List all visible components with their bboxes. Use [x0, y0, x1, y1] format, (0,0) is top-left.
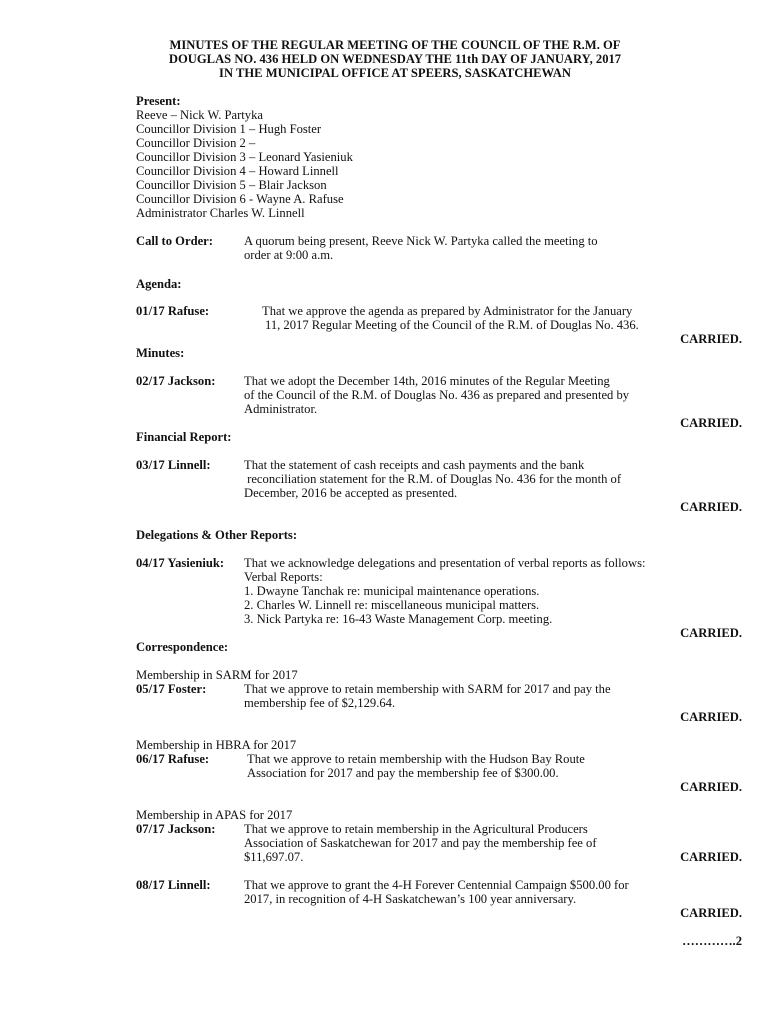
document-title [120, 38, 670, 80]
present-heading: Present: [136, 94, 181, 108]
correspondence-heading: Correspondence: [136, 640, 229, 654]
apas-motion-line: $11,697.07. [244, 850, 304, 864]
sarm-subheading: Membership in SARM for 2017 [136, 668, 298, 682]
delegations-motion-label: 04/17 Yasieniuk: [136, 556, 225, 570]
minutes-heading: Minutes: [136, 346, 185, 360]
delegations-motion-line: 3. Nick Partyka re: 16-43 Waste Management Corp. meeting. [244, 612, 553, 626]
apas-motion-line: That we approve to retain membership in the Agricultural Producers [244, 822, 588, 836]
financial-heading: Financial Report: [136, 430, 232, 444]
hbra-motion-line: That we approve to retain membership with the Hudson Bay Route [247, 752, 585, 766]
hbra-motion-text [247, 752, 585, 780]
delegations-motion-line: 2. Charles W. Linnell re: miscellaneous municipal matters. [244, 598, 540, 612]
call-to-order-line: A quorum being present, Reeve Nick W. Partyka called the meeting to [244, 234, 598, 248]
hbra-motion-label: 06/17 Rafuse: [136, 752, 210, 766]
present-member: Councillor Division 4 – Howard Linnell [136, 164, 339, 178]
present-member: Councillor Division 2 – [136, 136, 256, 150]
hbra-result: CARRIED. [680, 780, 742, 794]
apas-motion-line: Association of Saskatchewan for 2017 and pay the membership fee of [244, 836, 597, 850]
delegations-motion-line: Verbal Reports: [244, 570, 323, 584]
call-to-order-line: order at 9:00 a.m. [244, 248, 334, 262]
delegations-motion-line: That we acknowledge delegations and presentation of verbal reports as follows: [244, 556, 646, 570]
hbra-subheading: Membership in HBRA for 2017 [136, 738, 297, 752]
financial-motion-text [244, 458, 621, 500]
agenda-motion-label: 01/17 Rafuse: [136, 304, 210, 318]
call-to-order-text [244, 234, 598, 262]
agenda-motion-line: 11, 2017 Regular Meeting of the Council of the R.M. of Douglas No. 436. [265, 318, 639, 332]
agenda-motion-text [262, 304, 639, 332]
apas-result: CARRIED. [680, 850, 742, 864]
minutes-result: CARRIED. [680, 416, 742, 430]
financial-result: CARRIED. [680, 500, 742, 514]
sarm-motion-line: membership fee of $2,129.64. [244, 696, 396, 710]
title-line-1: MINUTES OF THE REGULAR MEETING OF THE COUNCIL OF THE R.M. OF [169, 38, 621, 52]
apas-subheading: Membership in APAS for 2017 [136, 808, 293, 822]
financial-motion-line: That the statement of cash receipts and cash payments and the bank [244, 458, 585, 472]
sarm-motion-label: 05/17 Foster: [136, 682, 207, 696]
delegations-result: CARRIED. [680, 626, 742, 640]
delegations-heading: Delegations & Other Reports: [136, 528, 298, 542]
hbra-motion-line: Association for 2017 and pay the membership fee of $300.00. [247, 766, 559, 780]
minutes-motion-text [244, 374, 629, 416]
page-continuation: ………….2 [682, 934, 742, 948]
title-line-3: IN THE MUNICIPAL OFFICE AT SPEERS, SASKATCHEWAN [219, 66, 571, 80]
present-member: Councillor Division 5 – Blair Jackson [136, 178, 327, 192]
four-h-motion-line: 2017, in recognition of 4-H Saskatchewan’s 100 year anniversary. [244, 892, 577, 906]
title-line-2: DOUGLAS NO. 436 HELD ON WEDNESDAY THE 11th DAY OF JANUARY, 2017 [168, 52, 622, 66]
financial-motion-line: December, 2016 be accepted as presented. [244, 486, 458, 500]
financial-motion-label: 03/17 Linnell: [136, 458, 211, 472]
delegations-motion-line: 1. Dwayne Tanchak re: municipal maintenance operations. [244, 584, 540, 598]
agenda-result: CARRIED. [680, 332, 742, 346]
agenda-motion-line: That we approve the agenda as prepared by Administrator for the January [262, 304, 633, 318]
minutes-motion-label: 02/17 Jackson: [136, 374, 216, 388]
minutes-motion-line: Administrator. [244, 402, 318, 416]
present-member: Administrator Charles W. Linnell [136, 206, 305, 220]
four-h-result: CARRIED. [680, 906, 742, 920]
sarm-motion-text [244, 682, 611, 710]
apas-motion-label: 07/17 Jackson: [136, 822, 216, 836]
sarm-motion-line: That we approve to retain membership with SARM for 2017 and pay the [244, 682, 611, 696]
present-section [136, 94, 353, 220]
minutes-motion-line: of the Council of the R.M. of Douglas No. 436 as prepared and presented by [244, 388, 630, 402]
agenda-heading: Agenda: [136, 277, 182, 291]
call-to-order-label: Call to Order: [136, 234, 213, 248]
present-member: Councillor Division 3 – Leonard Yasieniuk [136, 150, 353, 164]
sarm-result: CARRIED. [680, 710, 742, 724]
present-member: Councillor Division 1 – Hugh Foster [136, 122, 322, 136]
financial-motion-line: reconciliation statement for the R.M. of Douglas No. 436 for the month of [244, 472, 622, 486]
present-member: Reeve – Nick W. Partyka [136, 108, 263, 122]
present-member: Councillor Division 6 - Wayne A. Rafuse [136, 192, 344, 206]
minutes-motion-line: That we adopt the December 14th, 2016 minutes of the Regular Meeting [244, 374, 610, 388]
delegations-motion-text [244, 556, 645, 626]
four-h-motion-label: 08/17 Linnell: [136, 878, 211, 892]
four-h-motion-text [244, 878, 629, 906]
four-h-motion-line: That we approve to grant the 4-H Forever Centennial Campaign $500.00 for [244, 878, 629, 892]
